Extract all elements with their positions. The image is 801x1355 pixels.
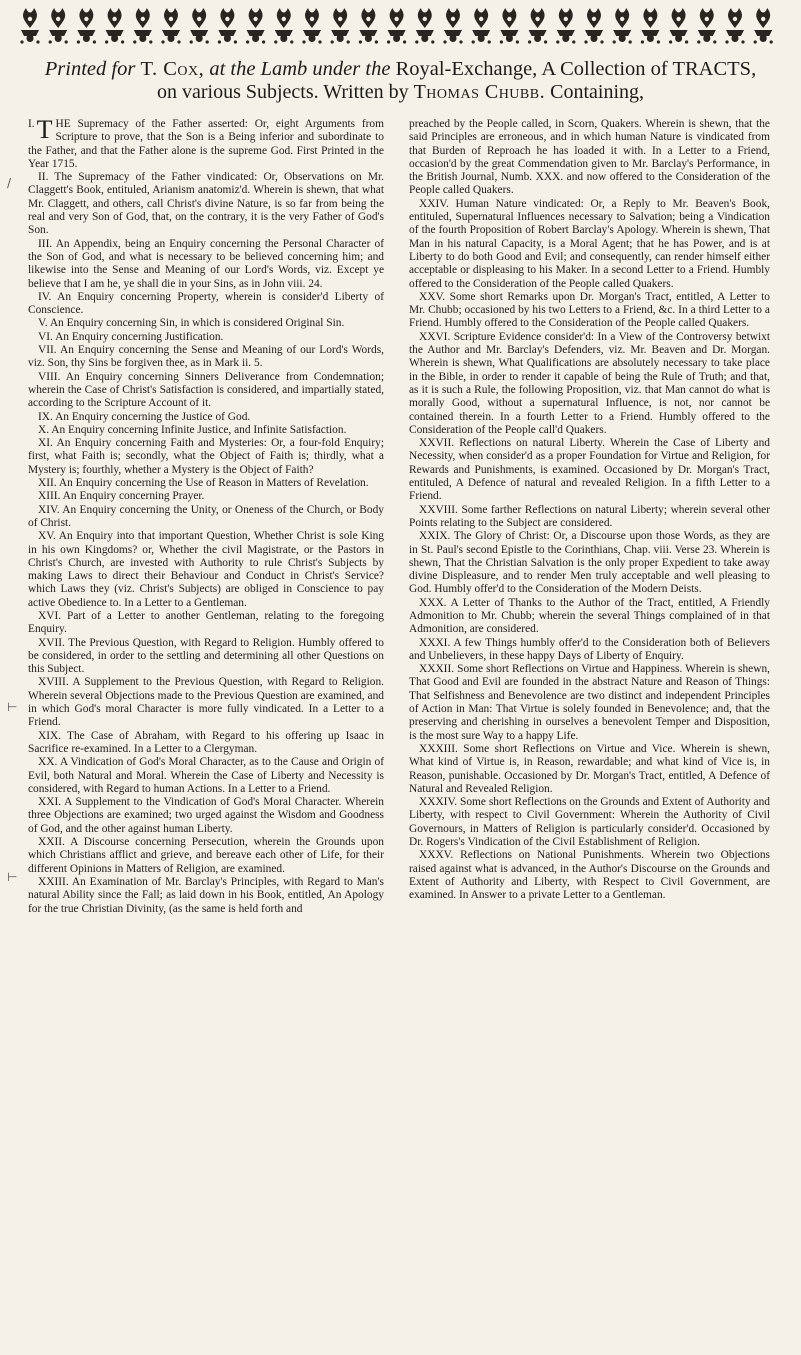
- tract-entry: XI. An Enquiry concerning Faith and Mysteries: Or, a four-fold Enquiry; first, what Faith is; secondly, what the Object of Faith is; thirdly, what a Mystery is; fourthly, whether a Mystery is the Object of Faith?: [28, 437, 384, 476]
- tract-entry: VI. An Enquiry concerning Justification.: [38, 330, 224, 343]
- tract-entry: XVI. Part of a Letter to another Gentleman, relating to the foregoing Enquiry.: [28, 609, 384, 636]
- fleuron-icon: [556, 8, 575, 44]
- margin-mark-icon: ⊢: [7, 870, 18, 884]
- fleuron-icon: [697, 8, 716, 44]
- fleuron-icon: [331, 8, 350, 44]
- tract-entry: XII. An Enquiry concerning the Use of Reason in Matters of Revelation.: [38, 477, 369, 490]
- fleuron-icon: [218, 8, 237, 44]
- imprint-line: [0, 58, 801, 80]
- fleuron-icon: [500, 8, 519, 44]
- exchange-text: Royal-Exchange,: [395, 58, 538, 80]
- tract-entry: XXII. A Discourse concerning Persecution, wherein the Grounds upon which Christians afflict and grieve, and bereave each other of Life, for their different Opinions in Matters of Religion, are examined.: [28, 836, 384, 875]
- fleuron-icon: [443, 8, 462, 44]
- location-text: at the Lamb under the: [209, 58, 391, 80]
- fleuron-icon: [77, 8, 96, 44]
- tract-entry: XIX. The Case of Abraham, with Regard to his offering up Isaac in Sacrifice re-examined. In a Letter to a Clergyman.: [28, 729, 384, 755]
- fleuron-icon: [105, 8, 124, 44]
- fleuron-icon: [274, 8, 293, 44]
- tract-entry: V. An Enquiry concerning Sin, in which is considered Original Sin.: [38, 317, 345, 330]
- fleuron-icon: [133, 8, 152, 44]
- tract-entry: XXVII. Reflections on natural Liberty. Wherein the Case of Liberty and Necessity, when consider'd as a proper Foundation for Virtue and Religion, for Rewards and Punishments, is examined. Occasioned by Dr. Morgan's Tract, entituled, A Defence of natural and revealed Religion. In a fifth Letter to a Friend.: [409, 437, 770, 503]
- tract-entry: XXXI. A few Things humbly offer'd to the Consideration both of Believers and Unbelievers, in these happy Days of Liberty of Enquiry.: [409, 636, 770, 662]
- fleuron-icon: [754, 8, 773, 44]
- tract-entry: I. T HE Supremacy of the Father asserted: Or, eight Arguments from Scripture to prove, that the Son is a Being inferior and subordinate to the Father, and that the Father alone is the supreme God. First Printed in the Year 1715.: [28, 118, 384, 170]
- written-by-text: Written by: [323, 81, 409, 103]
- tract-entry: X. An Enquiry concerning Infinite Justice, and Infinite Satisfaction.: [38, 423, 347, 436]
- collection-title: A Collection of TRACTS,: [541, 58, 757, 80]
- tract-entry: XXV. Some short Remarks upon Dr. Morgan's Tract, entitled, A Letter to Mr. Chubb; occasioned by his two Letters to a Friend, &c. In a third Letter to a Friend. Humbly offered to the Consideration of the People called Quakers.: [409, 290, 770, 330]
- subtitle-line: [0, 80, 801, 104]
- fleuron-border-icon: [0, 0, 801, 52]
- fleuron-icon: [472, 8, 491, 44]
- fleuron-icon: [669, 8, 688, 44]
- printer-name: T. Cox,: [140, 58, 205, 80]
- fleuron-icon: [359, 8, 378, 44]
- tract-entry: IV. An Enquiry concerning Property, wherein is consider'd Liberty of Conscience.: [28, 290, 384, 317]
- tract-entry: VIII. An Enquiry concerning Sinners Deliverance from Condemnation; wherein the Case of Christ's Satisfaction is considered, and impartially stated, according to the Scripture Account of it.: [28, 370, 384, 410]
- tract-entry: XXIII. An Examination of Mr. Barclay's Principles, with Regard to Man's natural Ability since the Fall; as laid down in his Book, entitled, An Apology for the true Christian Divinity, (as the same is held forth and: [28, 875, 384, 915]
- tract-entry: XXVIII. Some farther Reflections on natural Liberty; wherein several other Points relating to the Subject are considered.: [409, 503, 770, 529]
- tract-entry: XIII. An Enquiry concerning Prayer.: [38, 490, 205, 503]
- fleuron-icon: [387, 8, 406, 44]
- fleuron-icon: [246, 8, 265, 44]
- entry-numeral: I.: [28, 118, 35, 130]
- fleuron-icon: [190, 8, 209, 44]
- drop-capital: T: [36, 118, 53, 144]
- fleuron-icon: [584, 8, 603, 44]
- subjects-text: on various Subjects.: [156, 81, 319, 103]
- margin-mark-icon: /: [7, 176, 12, 190]
- margin-mark-icon: ⊢: [7, 700, 18, 714]
- author-name: Thomas Chubb.: [413, 81, 546, 103]
- tract-entry: II. The Supremacy of the Father vindicated: Or, Observations on Mr. Claggett's Book, entituled, Arianism anatomiz'd. Wherein is shewn, that what Mr. Claggett, and others, call Christ's divine Nature, is so far from being the real and very Son of God, that, on the contrary, it is the very Father of God's Son.: [28, 171, 384, 237]
- tract-entry: XIV. An Enquiry concerning the Unity, or Oneness of the Church, or Body of Christ.: [28, 503, 384, 529]
- tract-entry: IX. An Enquiry concerning the Justice of God.: [38, 410, 251, 423]
- printers-ornament-band: [0, 0, 801, 52]
- tract-entry: XV. An Enquiry into that important Question, Whether Christ is sole King in his own Kingdoms? or, Whether the civil Magistrate, or the Pastors in Christ's Church, are invested with Authority to rule Christ's Subjects by making Laws to direct their Behaviour and Conduct in Christ's Service? which Laws they (viz. Christ's Subjects) are obliged in Conscience to pay active Obedience to. In a Letter to a Gentleman.: [28, 530, 384, 609]
- tract-entry: III. An Appendix, being an Enquiry concerning the Personal Character of the Son of God, and what is necessary to be believed concerning him; and likewise into the Sense and Meaning of our Lord's Words, viz. Except ye believe that I am he, ye shall die in your Sins, as in John viii. 24.: [28, 237, 384, 290]
- right-column: [409, 118, 770, 1354]
- containing-text: Containing,: [550, 81, 644, 103]
- tract-entry: VII. An Enquiry concerning the Sense and Meaning of our Lord's Words, viz. Son, thy Sins be forgiven thee, as in Mark ii. 5.: [28, 344, 384, 370]
- fleuron-icon: [49, 8, 68, 44]
- fleuron-icon: [415, 8, 434, 44]
- tract-entry: XX. A Vindication of God's Moral Character, as to the Cause and Origin of Evil, both Natural and Moral. Wherein the Case of Liberty and Necessity is considered, with Regard to human Actions. In a Letter to a Friend.: [28, 756, 384, 795]
- tract-entry: XXXIV. Some short Reflections on the Grounds and Extent of Authority and Liberty, with respect to Civil Government: Wherein the Authority of Civil Governours, in Matters of Religion is particularly consider'd. Occasioned by Dr. Rogers's Vindication of the Civil Establishment of Religion.: [409, 796, 770, 849]
- left-column: [28, 118, 384, 1354]
- title-block: [0, 58, 801, 104]
- tract-entry: XXVI. Scripture Evidence consider'd: In a View of the Controversy betwixt the Author and Mr. Barclay's Defenders, viz. Mr. Beaven and Dr. Morgan. Wherein is shewn, What Qualifications are absolutely necessary to take place in the Bible, in order to render it capable of being the Rule of Truth; and that, as it is such a Rule, the following Proposition, viz. that Man cannot do what is morally Good, without a supernatural Influence, is not, nor cannot be contained therein. In a fourth Letter to a Friend. Humbly offered to the Consideration of the People call'd Quakers.: [409, 330, 770, 436]
- tract-entry: XXI. A Supplement to the Vindication of God's Moral Character. Wherein three Objections are examined; two urged against the Wisdom and Goodness of God, and the other against human Liberty.: [28, 796, 384, 835]
- fleuron-icon: [725, 8, 744, 44]
- fleuron-icon: [302, 8, 321, 44]
- fleuron-icon: [613, 8, 632, 44]
- tract-entry: preached by the People called, in Scorn, Quakers. Wherein is shewn, that the said Principles are erroneous, and in which human Nature is vindicated from that Burden of Reproach he has loaded it with. In a Letter to a Friend, occasion'd by the great Commendation given to Mr. Barclay's Performance, in the British Journal, Numb. XXX. and now offered to the Consideration of the People called Quakers.: [409, 118, 770, 197]
- tract-entry: XVII. The Previous Question, with Regard to Religion. Humbly offered to be considered, in order to the settling and determining all other Questions on this Subject.: [28, 636, 384, 676]
- fleuron-icon: [161, 8, 180, 44]
- tract-entry: XXXII. Some short Reflections on Virtue and Happiness. Wherein is shewn, That Good and Evil are founded in the abstract Nature and Reason of Things: That Selfishness and Benevolence are two distinct and independent Principles of Action in Man: That Virtue is solely founded in Benevolence; and, that the preserving and cherishing in ourselves a benevolent Temper and Disposition, is the most sure Way to a happy Life.: [409, 663, 770, 742]
- tract-entry: XXXV. Reflections on National Punishments. Wherein two Objections raised against what is advanced, in the Author's Discourse on the Grounds and Extent of Authority and Liberty, with Respect to Civil Government, are examined. In Answer to a private Letter to a Gentleman.: [409, 849, 770, 902]
- fleuron-icon: [528, 8, 547, 44]
- tract-entry: XXIV. Human Nature vindicated: Or, a Reply to Mr. Beaven's Book, entituled, Supernatural Influences necessary to Salvation; being a Vindication of the fourth Proposition of Robert Barclay's Apology. Wherein is shewn, That Man in his natural Capacity, is a Moral Agent; that he has Power, and is at Liberty to do both Good and Evil; and consequently, can render himself either acceptable or displeasing to his Maker. In a second Letter to a Friend. Humbly offered to the Consideration of the People called Quakers.: [409, 197, 770, 290]
- tract-entry: XXX. A Letter of Thanks to the Author of the Tract, entitled, A Friendly Admonition to Mr. Chubb; wherein the several Things complained of in that Admonition, are considered.: [409, 596, 770, 636]
- fleuron-icon: [641, 8, 660, 44]
- tract-entry: XXXIII. Some short Reflections on Virtue and Vice. Wherein is shewn, What kind of Virtue is, in Reason, rewardable; and what kind of Vice is, in Reason, punishable. Occasioned by Dr. Morgan's Tract, entitled, A Defence of Natural and Revealed Religion.: [409, 742, 770, 795]
- tract-entry: XVIII. A Supplement to the Previous Question, with Regard to Religion. Wherein several Objections made to the Previous Question are examined, and in which God's moral Character is more fully vindicated. In a Letter to a Friend.: [28, 676, 384, 729]
- printed-for-text: Printed for: [44, 58, 136, 80]
- tract-entry: XXIX. The Glory of Christ: Or, a Discourse upon those Words, as they are in St. Paul's second Epistle to the Corinthians, Chap. viii. Verse 23. Wherein is shewn, That the Christian Salvation is the only proper Expedient to take away divine Displeasure, and to render Men truly acceptable and well pleasing to God. Humbly offer'd to the Consideration of the Modern Deists.: [409, 530, 770, 596]
